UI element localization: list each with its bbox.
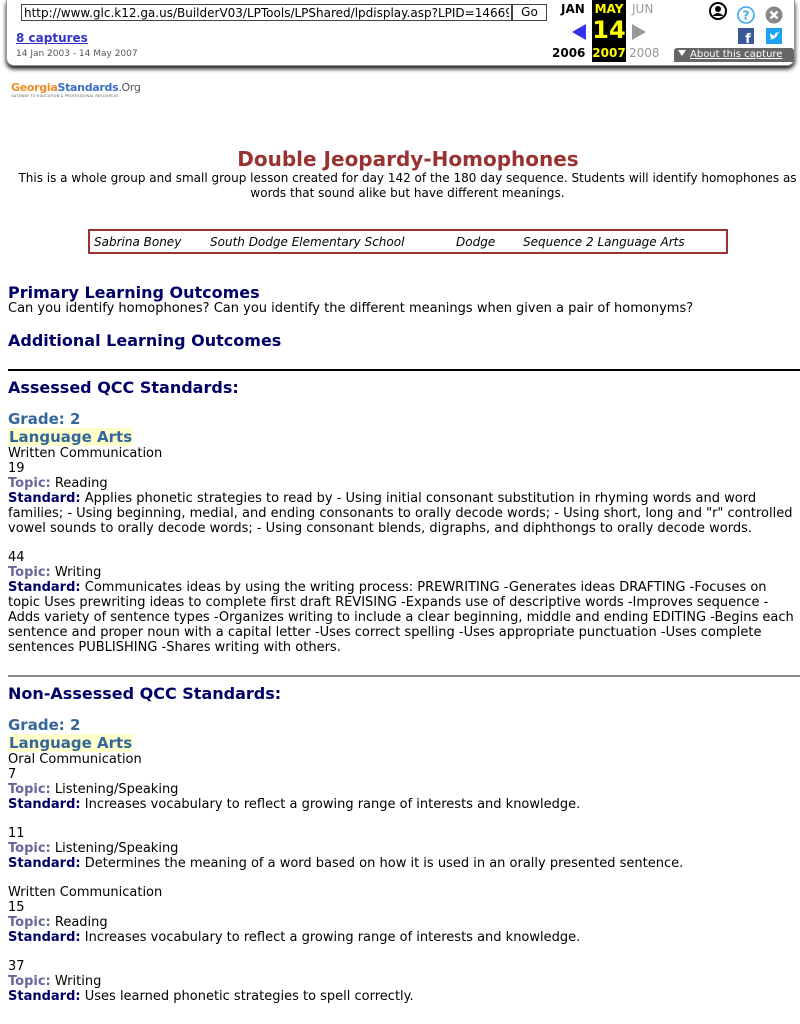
user-icon[interactable]	[709, 2, 727, 20]
lesson-title: Double Jeopardy-Homophones	[237, 147, 579, 171]
primary-outcomes-heading: Primary Learning Outcomes	[8, 283, 260, 302]
lesson-meta-box	[88, 229, 728, 254]
standard-text: Standard: Increases vocabulary to reflect a growing range of interests and knowledge.	[8, 930, 581, 945]
standard-text: Standard: Applies phonetic strategies to read by - Using initial consonant substitution in rhyming words and word families; - Using beginning, medial, and ending consonants to orally decode words; - Using short, long and "r" controlled vowel sounds to orally decode words; - Using consonant blends, digraphs, and diphthongs to orally decode words.	[8, 491, 793, 536]
non-assessed-strand: Oral Communication	[8, 752, 142, 767]
non-assessed-strand: Written Communication	[8, 885, 163, 900]
caret-down-icon	[678, 50, 686, 56]
standard-topic: Topic: Reading	[8, 915, 108, 930]
facebook-icon[interactable]	[738, 28, 754, 44]
about-capture-button[interactable]: About this capture	[674, 48, 794, 62]
georgia-standards-logo[interactable]: GeorgiaStandards.Org GATEWAY TO EDUCATION & PROFESSIONAL RESOURCES	[11, 81, 141, 98]
non-assessed-grade: Grade: 2	[8, 716, 81, 734]
standard-number: 7	[8, 767, 17, 782]
assessed-strand: Written Communication	[8, 446, 163, 461]
standard-number: 11	[8, 826, 25, 841]
next-capture-arrow-icon	[632, 24, 646, 40]
lesson-description: This is a whole group and small group lesson created for day 142 of the 180 day sequence. Students will identify homophones as words that sound alike but have different meanings.	[18, 171, 797, 200]
standard-topic: Topic: Reading	[8, 476, 108, 491]
wayback-toolbar	[6, 0, 795, 66]
svg-text:f: f	[745, 32, 751, 44]
sequence-name: Sequence 2 Language Arts	[523, 235, 685, 249]
svg-text:?: ?	[742, 8, 750, 23]
url-input[interactable]	[21, 4, 512, 21]
standard-topic: Topic: Listening/Speaking	[8, 841, 179, 856]
current-year: 2007	[592, 46, 626, 60]
help-icon[interactable]	[737, 6, 755, 24]
additional-outcomes-heading: Additional Learning Outcomes	[8, 331, 282, 350]
go-button[interactable]: Go	[512, 4, 547, 21]
non-assessed-subject: Language Arts	[9, 734, 133, 752]
divider	[8, 675, 800, 677]
capture-date-range: 14 Jan 2003 - 14 May 2007	[16, 49, 138, 59]
author-name: Sabrina Boney	[94, 235, 182, 249]
prev-year-link[interactable]: 2006	[552, 46, 586, 60]
captures-link[interactable]: 8 captures	[16, 31, 88, 45]
primary-outcomes-text: Can you identify homophones? Can you identify the different meanings when given a pair of homonyms?	[8, 301, 694, 316]
standard-text: Standard: Increases vocabulary to reflect a growing range of interests and knowledge.	[8, 797, 581, 812]
standard-number: 37	[8, 959, 25, 974]
assessed-grade: Grade: 2	[8, 410, 81, 428]
current-day: 14	[592, 16, 626, 44]
standard-text: Standard: Uses learned phonetic strategies to spell correctly.	[8, 989, 414, 1004]
next-year-label: 2008	[629, 46, 660, 60]
standard-number: 15	[8, 900, 25, 915]
twitter-icon[interactable]	[766, 28, 782, 44]
standard-number: 44	[8, 550, 25, 565]
next-month-label: JUN	[632, 2, 654, 16]
standard-topic: Topic: Listening/Speaking	[8, 782, 179, 797]
assessed-standards-heading: Assessed QCC Standards:	[8, 378, 239, 397]
county-name: Dodge	[456, 235, 496, 249]
standard-topic: Topic: Writing	[8, 974, 102, 989]
standard-topic: Topic: Writing	[8, 565, 102, 580]
school-name: South Dodge Elementary School	[210, 235, 405, 249]
current-month: MAY	[594, 2, 624, 16]
standard-text: Standard: Determines the meaning of a word based on how it is used in an orally presented sentence.	[8, 856, 684, 871]
prev-capture-arrow-icon[interactable]	[572, 24, 586, 40]
close-icon[interactable]	[765, 6, 783, 24]
standard-number: 19	[8, 461, 25, 476]
standard-text: Standard: Communicates ideas by using the writing process: PREWRITING -Generates ideas DRAFTING -Focuses on topic Uses prewriting ideas to complete first draft REVISING -Expands use of descriptive words -Improves sequence -Adds variety of sentence types -Organizes writing to include a clear beginning, middle and ending EDITING -Begins each sentence and proper noun with a capital letter -Uses correct spelling -Uses appropriate punctuation -Uses complete sentences PUBLISHING -Shares writing with others.	[8, 580, 794, 655]
prev-month-link[interactable]: JAN	[561, 2, 585, 16]
assessed-subject: Language Arts	[9, 428, 133, 446]
divider	[8, 369, 800, 371]
non-assessed-standards-heading: Non-Assessed QCC Standards:	[8, 684, 282, 703]
current-capture-date	[592, 0, 626, 62]
